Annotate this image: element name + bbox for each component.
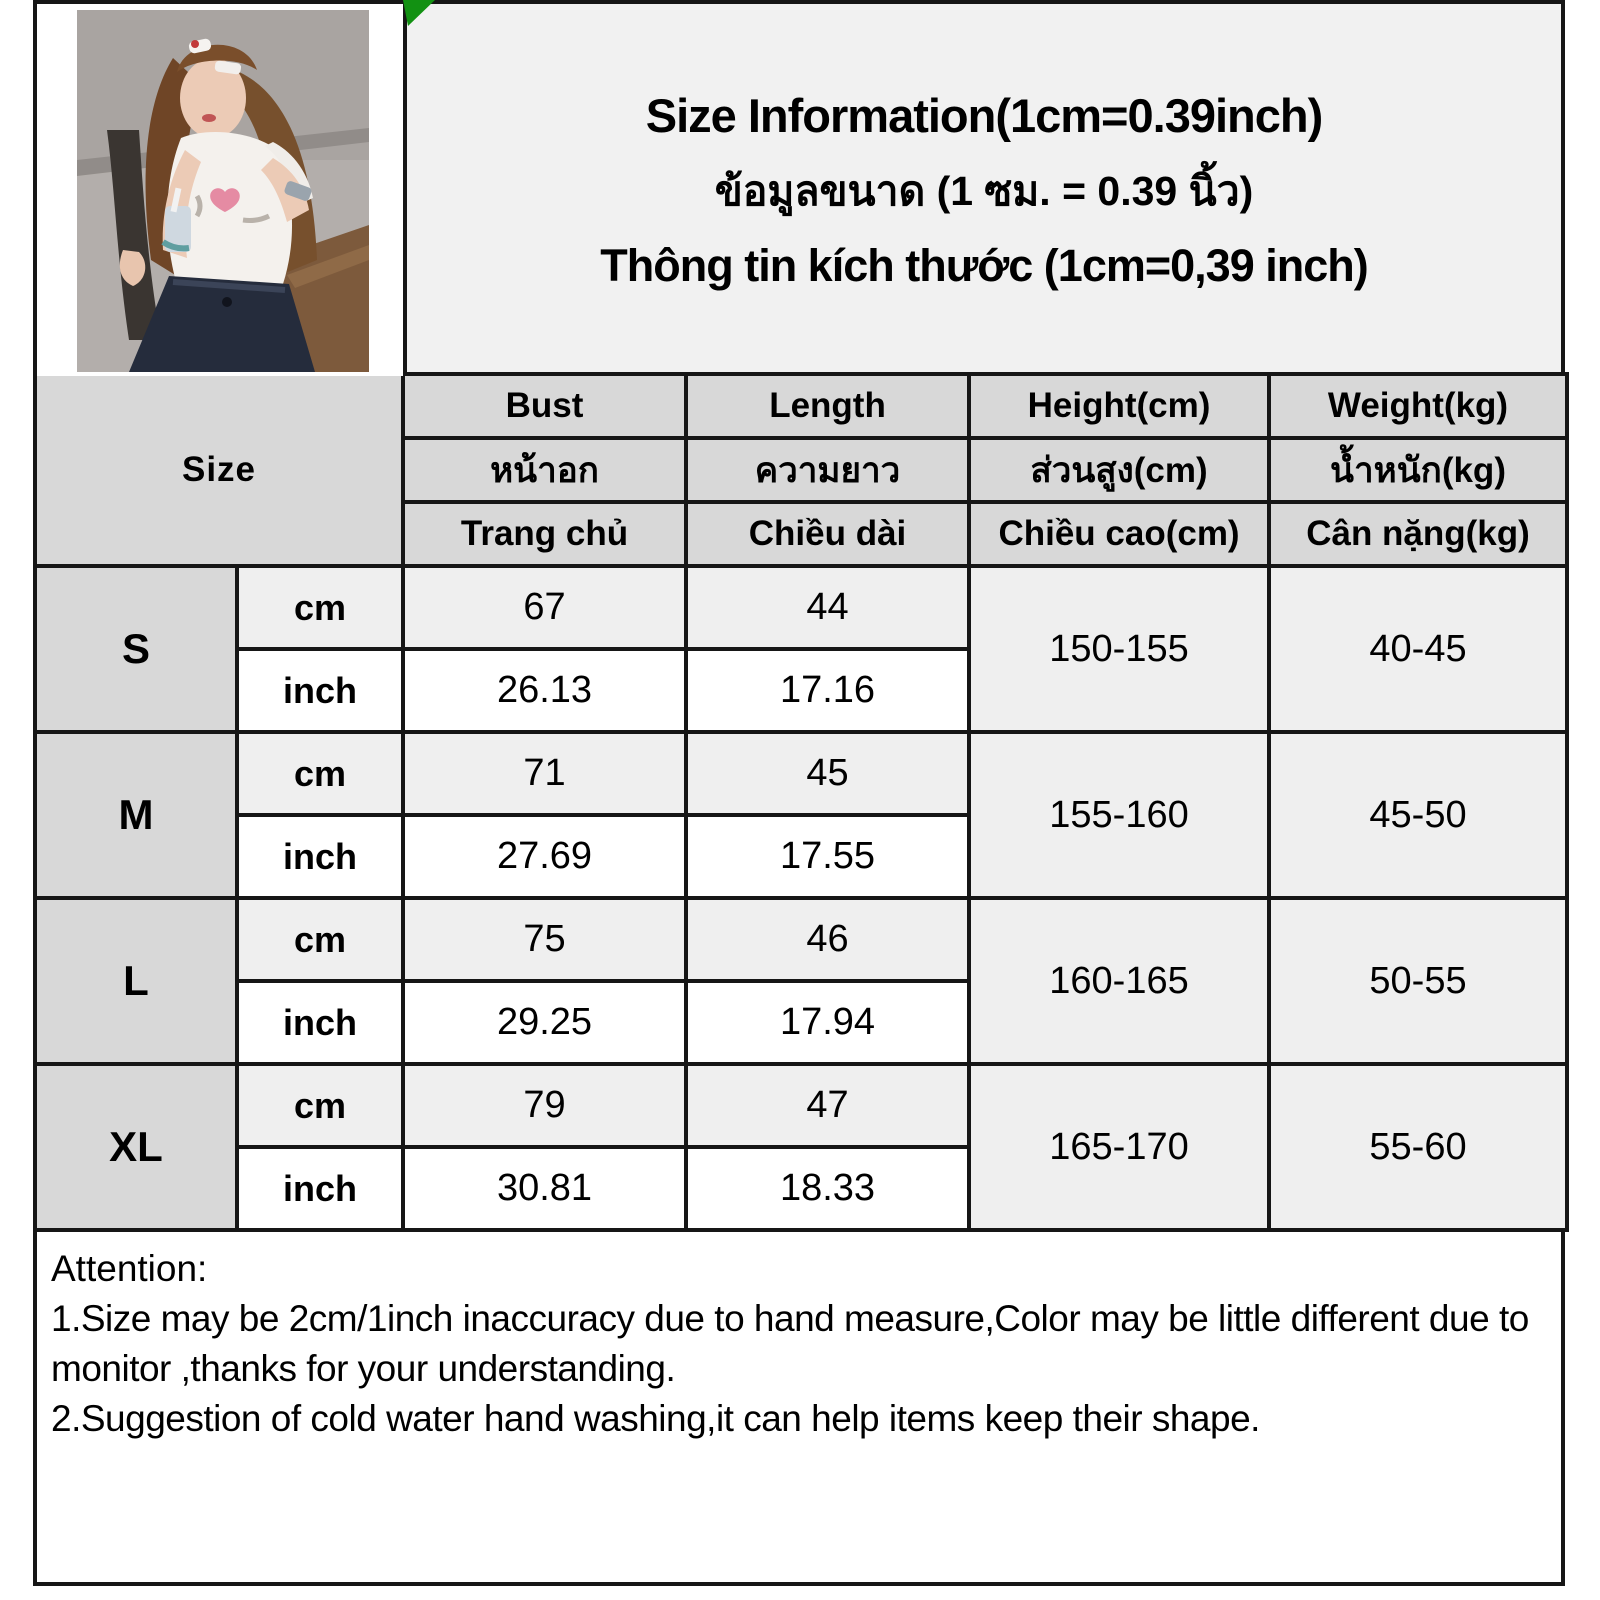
photo-cell bbox=[37, 4, 407, 376]
length-cm-xl: 47 bbox=[686, 1064, 969, 1147]
col-header-length-vi: Chiều dài bbox=[686, 502, 969, 566]
attention-section bbox=[33, 1228, 1565, 1586]
size-label-xl: XL bbox=[35, 1064, 237, 1230]
weight-range-xl: 55-60 bbox=[1269, 1064, 1567, 1230]
title-cell bbox=[407, 4, 1561, 376]
product-photo bbox=[77, 10, 369, 372]
length-cm-m: 45 bbox=[686, 732, 969, 815]
size-header-cell: Size bbox=[35, 374, 403, 566]
bust-inch-m: 27.69 bbox=[403, 815, 686, 898]
unit-cm: cm bbox=[237, 898, 403, 981]
unit-cm: cm bbox=[237, 566, 403, 649]
bust-inch-s: 26.13 bbox=[403, 649, 686, 732]
bust-cm-m: 71 bbox=[403, 732, 686, 815]
length-inch-l: 17.94 bbox=[686, 981, 969, 1064]
height-range-s: 150-155 bbox=[969, 566, 1269, 732]
title-english: Size Information(1cm=0.39inch) bbox=[645, 89, 1323, 142]
attention-note-2: 2.Suggestion of cold water hand washing,it can help items keep their shape. bbox=[51, 1398, 1260, 1439]
col-header-bust-en: Bust bbox=[403, 374, 686, 438]
unit-inch: inch bbox=[237, 815, 403, 898]
size-label-l: L bbox=[35, 898, 237, 1064]
col-header-length-en: Length bbox=[686, 374, 969, 438]
height-range-m: 155-160 bbox=[969, 732, 1269, 898]
table-row-xl-cm bbox=[35, 1064, 1567, 1147]
col-header-bust-th: หน้าอก bbox=[403, 438, 686, 502]
col-header-length-th: ความยาว bbox=[686, 438, 969, 502]
length-cm-l: 46 bbox=[686, 898, 969, 981]
table-row-m-cm bbox=[35, 732, 1567, 815]
height-range-xl: 165-170 bbox=[969, 1064, 1269, 1230]
size-label-m: M bbox=[35, 732, 237, 898]
title-thai: ข้อมูลขนาด (1 ซม. = 0.39 นิ้ว) bbox=[714, 168, 1254, 214]
title-vietnamese: Thông tin kích thước (1cm=0,39 inch) bbox=[600, 240, 1368, 291]
col-header-height-th: ส่วนสูง(cm) bbox=[969, 438, 1269, 502]
col-header-height-vi: Chiều cao(cm) bbox=[969, 502, 1269, 566]
col-header-weight-vi: Cân nặng(kg) bbox=[1269, 502, 1567, 566]
unit-cm: cm bbox=[237, 732, 403, 815]
bust-cm-xl: 79 bbox=[403, 1064, 686, 1147]
bust-inch-l: 29.25 bbox=[403, 981, 686, 1064]
green-corner-marker bbox=[403, 0, 435, 26]
length-inch-m: 17.55 bbox=[686, 815, 969, 898]
bust-cm-l: 75 bbox=[403, 898, 686, 981]
bust-cm-s: 67 bbox=[403, 566, 686, 649]
length-inch-xl: 18.33 bbox=[686, 1147, 969, 1230]
size-table bbox=[33, 372, 1569, 1232]
attention-heading: Attention: bbox=[51, 1248, 208, 1289]
unit-inch: inch bbox=[237, 981, 403, 1064]
unit-cm: cm bbox=[237, 1064, 403, 1147]
table-row-l-cm bbox=[35, 898, 1567, 981]
unit-inch: inch bbox=[237, 649, 403, 732]
weight-range-s: 40-45 bbox=[1269, 566, 1567, 732]
size-table-header bbox=[35, 374, 1567, 566]
col-header-weight-th: น้ำหนัก(kg) bbox=[1269, 438, 1567, 502]
attention-note-1: 1.Size may be 2cm/1inch inaccuracy due to hand measure,Color may be little different due to monitor ,thanks for your understanding. bbox=[51, 1298, 1529, 1389]
length-cm-s: 44 bbox=[686, 566, 969, 649]
table-row-s-cm bbox=[35, 566, 1567, 649]
weight-range-m: 45-50 bbox=[1269, 732, 1567, 898]
col-header-height-en: Height(cm) bbox=[969, 374, 1269, 438]
weight-range-l: 50-55 bbox=[1269, 898, 1567, 1064]
unit-inch: inch bbox=[237, 1147, 403, 1230]
col-header-bust-vi: Trang chủ bbox=[403, 502, 686, 566]
bust-inch-xl: 30.81 bbox=[403, 1147, 686, 1230]
size-chart-content bbox=[33, 0, 1565, 1586]
header-section bbox=[33, 0, 1565, 376]
length-inch-s: 17.16 bbox=[686, 649, 969, 732]
size-label-s: S bbox=[35, 566, 237, 732]
col-header-weight-en: Weight(kg) bbox=[1269, 374, 1567, 438]
height-range-l: 160-165 bbox=[969, 898, 1269, 1064]
